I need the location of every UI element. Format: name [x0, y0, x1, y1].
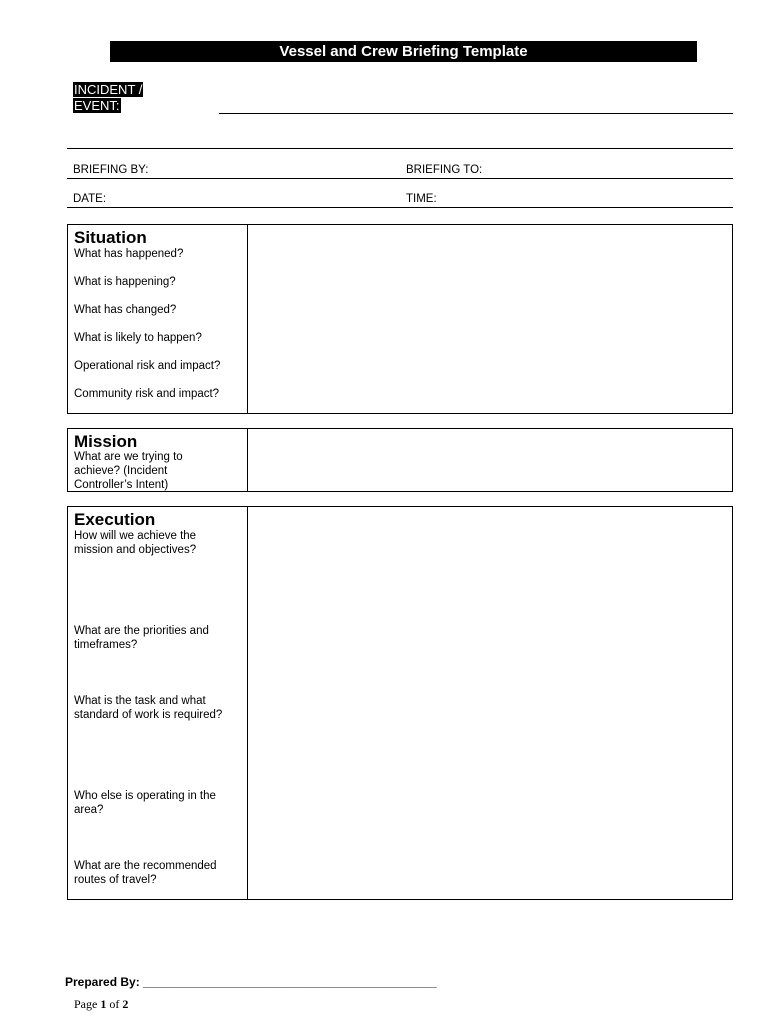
situation-prompts	[68, 225, 248, 413]
briefing-by-label: BRIEFING BY:	[73, 164, 149, 176]
mission-title: Mission	[74, 432, 138, 451]
situation-question: What has happened?	[74, 248, 184, 260]
situation-section	[67, 224, 733, 414]
situation-title: Situation	[74, 228, 147, 247]
situation-question: What has changed?	[74, 304, 177, 316]
execution-question: What is the task and what standard of work is required?	[74, 695, 223, 721]
date-time-line[interactable]	[67, 207, 733, 208]
execution-question: How will we achieve the mission and objectives?	[74, 530, 197, 556]
execution-response-area[interactable]	[249, 507, 732, 899]
mission-response-area[interactable]	[249, 429, 732, 491]
document-title: Vessel and Crew Briefing Template	[110, 41, 697, 62]
mission-question: What are we trying to achieve? (Incident Controller’s Intent)	[74, 451, 183, 491]
incident-event-line[interactable]	[219, 113, 733, 114]
page-of: of	[109, 997, 120, 1011]
page-number	[74, 997, 128, 1012]
execution-question: What are the priorities and timeframes?	[74, 625, 209, 651]
situation-question: Operational risk and impact?	[74, 360, 221, 372]
page-label: Page	[74, 997, 98, 1011]
prepared-by-field[interactable]: Prepared By: ____________________________________________	[65, 975, 437, 989]
situation-question: Community risk and impact?	[74, 388, 220, 400]
execution-question: Who else is operating in the area?	[74, 790, 216, 816]
date-label: DATE:	[73, 193, 107, 205]
execution-question: What are the recommended routes of travel?	[74, 860, 217, 886]
execution-title: Execution	[74, 510, 156, 529]
situation-response-area[interactable]	[249, 225, 732, 413]
time-label: TIME:	[406, 193, 437, 205]
mission-section	[67, 428, 733, 492]
page-current: 1	[100, 997, 107, 1011]
situation-question: What is happening?	[74, 276, 176, 288]
mission-prompts	[68, 429, 248, 491]
briefing-line[interactable]	[67, 178, 733, 179]
execution-section	[67, 506, 733, 900]
page-total: 2	[122, 997, 129, 1011]
situation-question: What is likely to happen?	[74, 332, 202, 344]
divider-line	[67, 148, 733, 149]
incident-label-line1: INCIDENT /	[74, 82, 143, 97]
incident-event-label	[73, 82, 143, 114]
incident-label-line2: EVENT:	[74, 98, 120, 113]
briefing-to-label: BRIEFING TO:	[406, 164, 483, 176]
execution-prompts	[68, 507, 248, 899]
